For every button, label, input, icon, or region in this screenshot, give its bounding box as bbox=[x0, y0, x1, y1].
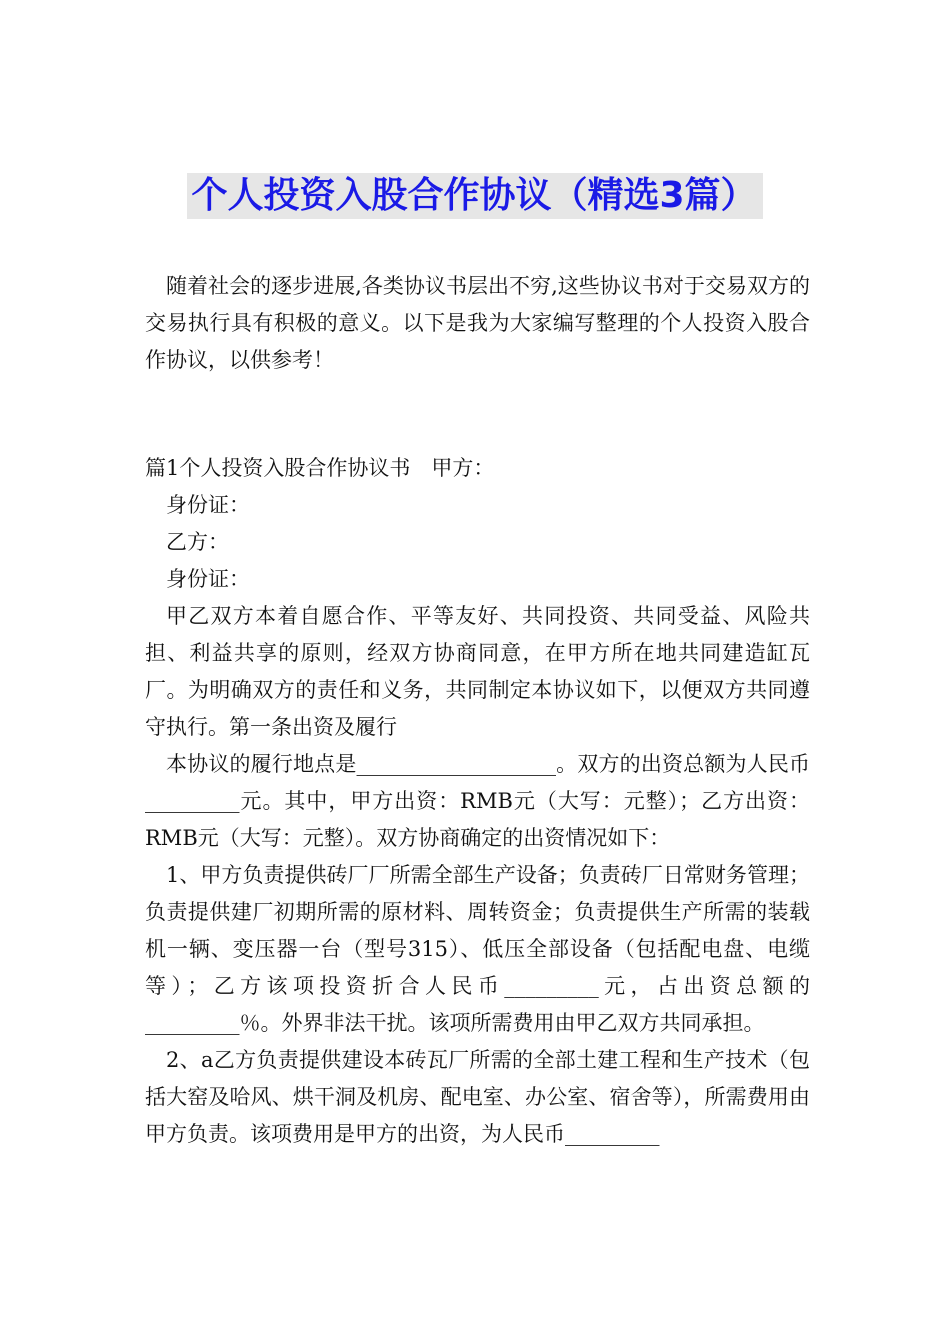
section-heading: 篇1个人投资入股合作协议书 甲方： bbox=[145, 456, 495, 480]
party-a-id-line: 身份证： bbox=[166, 493, 250, 517]
principles-paragraph: 甲乙双方本着自愿合作、平等友好、共同投资、共同受益、风险共担、利益共享的原则，经双方协商同意，在甲方所在地共同建造缸瓦厂。为明确双方的责任和义务，共同制定本协议如下，以便双方共同遵守执行。第一条出资及履行 bbox=[145, 604, 810, 739]
title-container bbox=[0, 173, 950, 219]
party-b-line: 乙方： bbox=[166, 530, 229, 554]
intro-paragraph: 随着社会的逐步进展,各类协议书层出不穷,这些协议书对于交易双方的交易执行具有积极的意义。以下是我为大家编写整理的个人投资入股合作协议，以供参考！ bbox=[145, 274, 810, 372]
agreement-body bbox=[145, 450, 810, 1153]
document-title: 个人投资入股合作协议（精选3篇） bbox=[187, 173, 762, 219]
clause-2-paragraph: 2、a乙方负责提供建设本砖瓦厂所需的全部土建工程和生产技术（包括大窑及哈风、烘干洞及机房、配电室、办公室、宿舍等），所需费用由甲方负责。该项费用是甲方的出资，为人民币_________ bbox=[145, 1048, 810, 1146]
clause-1-paragraph: 1、甲方负责提供砖厂厂所需全部生产设备；负责砖厂日常财务管理；负责提供建厂初期所需的原材料、周转资金；负责提供生产所需的装载机一辆、变压器一台（型号315）、低压全部设备（包括配电盘、电缆等）；乙方该项投资折合人民币_________元，占出资总额的_________％。外界非法干扰。该项所需费用由甲乙双方共同承担。 bbox=[145, 863, 810, 1035]
party-b-id-line: 身份证： bbox=[166, 567, 250, 591]
investment-paragraph: 本协议的履行地点是___________________。双方的出资总额为人民币_________元。其中，甲方出资：RMB元（大写：元整）；乙方出资：RMB元（大写：元整）。双方协商确定的出资情况如下： bbox=[145, 752, 810, 850]
